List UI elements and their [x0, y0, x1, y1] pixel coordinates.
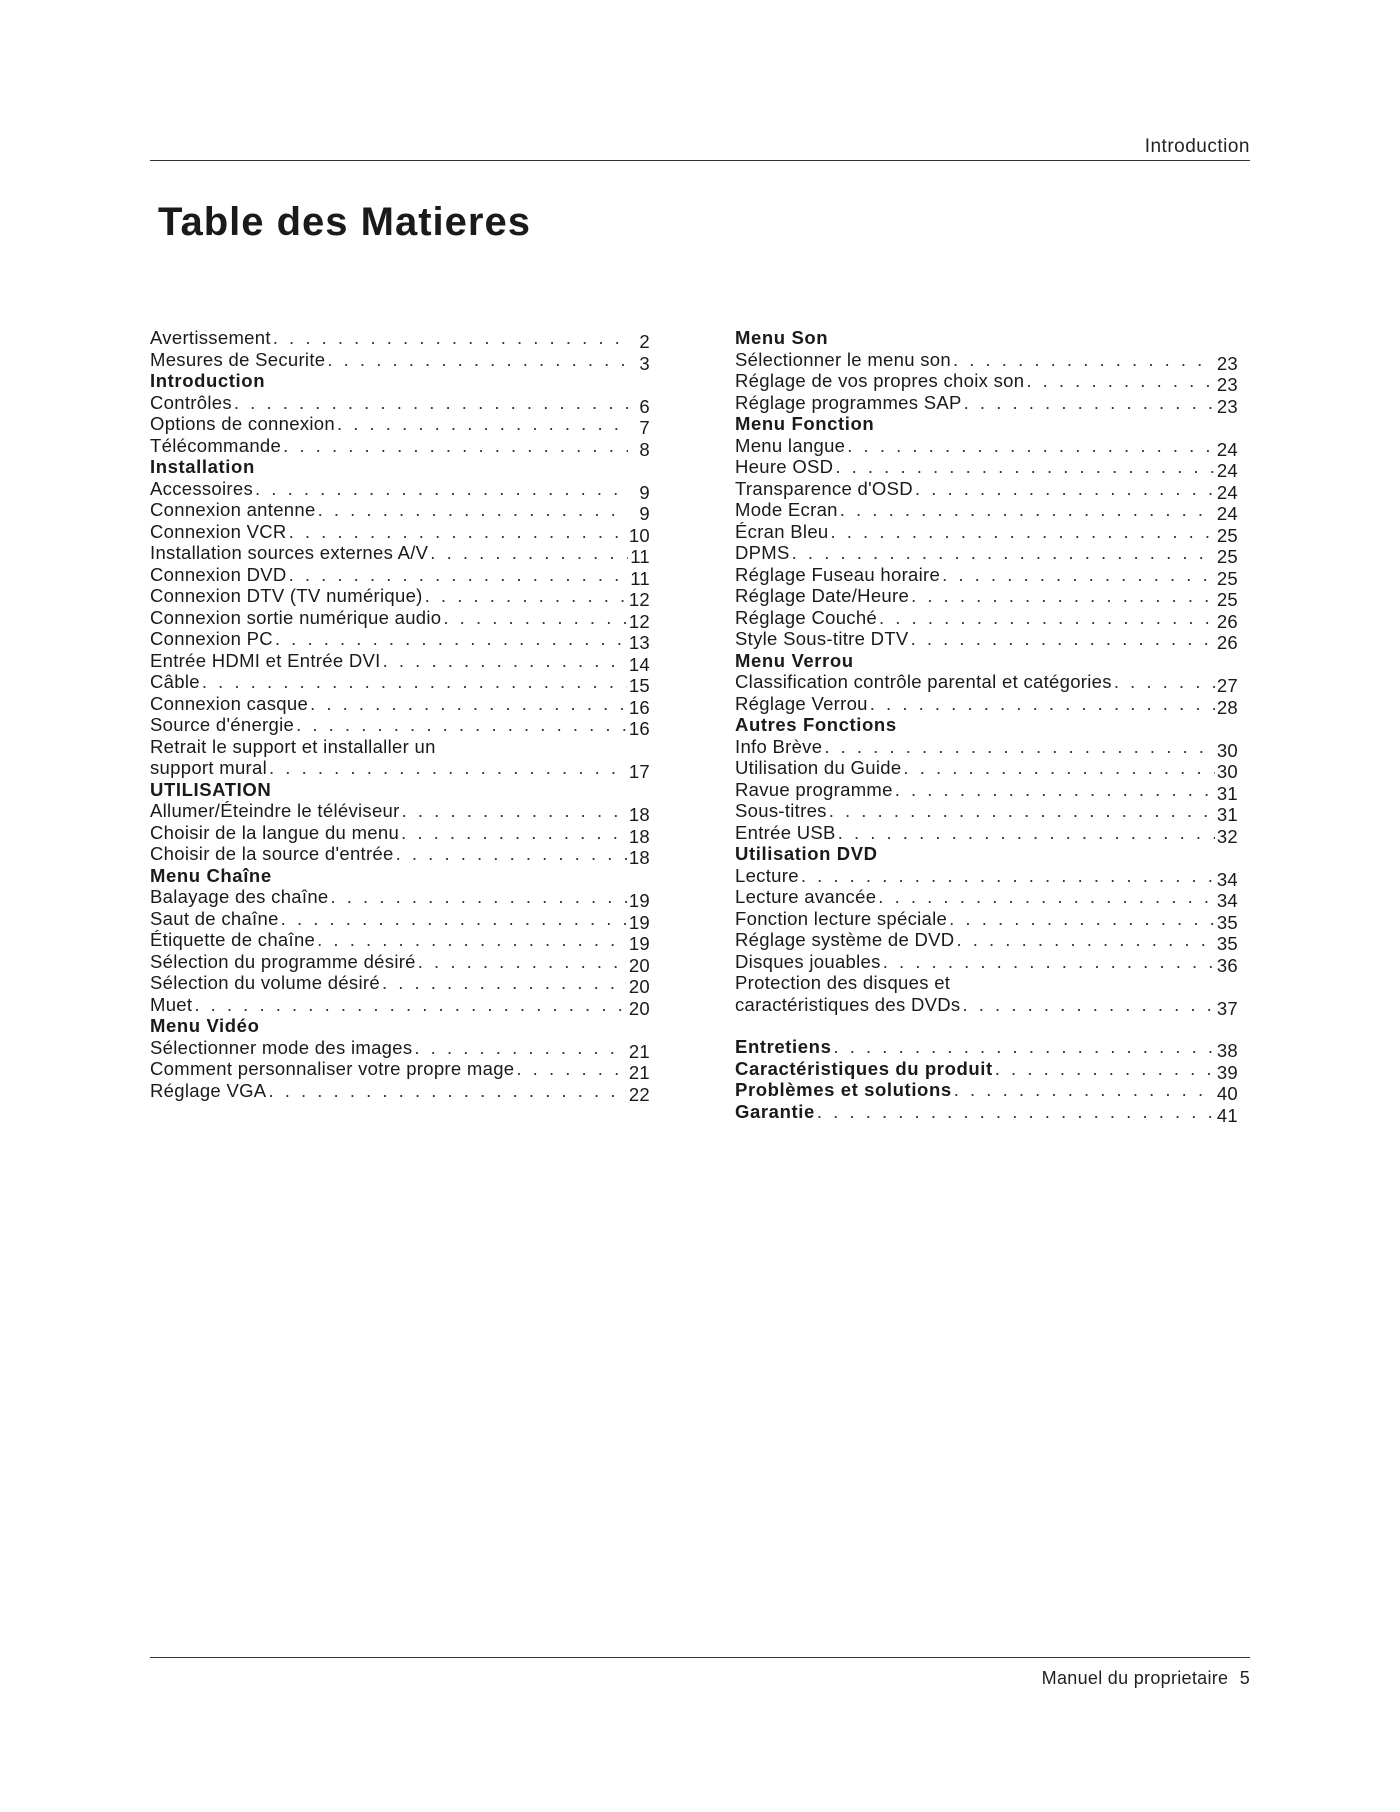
toc-entry-page: 25 — [1216, 567, 1238, 589]
toc-entry-title: Câble — [150, 671, 200, 692]
toc-section-heading: Menu Son — [735, 327, 829, 348]
toc-entry-title: Réglage Fuseau horaire — [735, 563, 941, 585]
toc-entry[interactable] — [150, 993, 650, 1019]
toc-entry-page: 24 — [1216, 503, 1238, 524]
dot-leader — [401, 822, 627, 844]
toc-entry[interactable] — [150, 757, 650, 782]
toc-entry[interactable] — [735, 520, 1238, 546]
dot-leader — [269, 757, 627, 779]
toc-entry[interactable] — [150, 606, 650, 632]
toc-entry[interactable] — [150, 477, 650, 503]
toc-entry-page: 9 — [639, 503, 650, 524]
toc-entry-page: 28 — [1216, 696, 1238, 718]
toc-entry[interactable] — [150, 692, 650, 718]
toc-entry[interactable] — [735, 542, 1238, 567]
toc-entry[interactable] — [735, 499, 1238, 524]
toc-entry[interactable] — [150, 929, 650, 954]
toc-entry-title: Menu langue — [735, 434, 846, 456]
toc-entry-page: 19 — [628, 911, 650, 933]
toc-section-heading: Autres Fonctions — [735, 714, 897, 735]
toc-entry-page: 25 — [1216, 589, 1238, 610]
toc-entry-title: Utilisation du Guide — [735, 757, 902, 778]
dot-leader — [835, 456, 1214, 478]
dot-leader — [443, 607, 626, 629]
dot-leader — [430, 542, 628, 564]
toc-entry-title: Connexion DVD — [150, 563, 287, 585]
toc-entry-title: Écran Bleu — [735, 520, 829, 542]
toc-entry-page: 35 — [1216, 911, 1238, 933]
toc-entry-title: Info Brève — [735, 735, 823, 757]
toc-entry[interactable] — [735, 735, 1238, 761]
toc-entry[interactable] — [150, 499, 650, 524]
dot-leader — [268, 1080, 626, 1102]
toc-entry[interactable] — [735, 434, 1238, 460]
toc-entry-title: Sélectionner mode des images — [150, 1036, 413, 1058]
dot-leader — [331, 886, 627, 908]
dot-leader — [275, 628, 627, 650]
toc-entry[interactable] — [150, 520, 650, 546]
toc-entry-title: Sélectionner le menu son — [735, 348, 951, 370]
toc-entry-page: 3 — [639, 352, 650, 374]
toc-entry-page: 38 — [1216, 1040, 1238, 1061]
toc-entry-page: 10 — [628, 524, 650, 546]
dot-leader — [317, 929, 627, 951]
dot-leader — [817, 1101, 1215, 1123]
toc-entry-title: Allumer/Éteindre le téléviseur — [150, 800, 400, 821]
toc-entry-title: Réglage système de DVD — [735, 929, 955, 950]
dot-leader — [953, 349, 1215, 371]
toc-entry-page: 14 — [628, 653, 650, 675]
toc-entry-page: 11 — [630, 567, 650, 589]
toc-entry[interactable] — [150, 1058, 650, 1083]
toc-entry[interactable] — [735, 585, 1238, 610]
toc-entry-page: 25 — [1216, 546, 1238, 567]
toc-entry-title: Mesures de Securite — [150, 348, 326, 370]
toc-entry[interactable] — [735, 864, 1238, 890]
toc-entry-title: Connexion PC — [150, 628, 273, 649]
toc-entry[interactable] — [150, 886, 650, 911]
toc-entry-page: 8 — [639, 438, 650, 460]
toc-entry-title: caractéristiques des DVDs — [735, 993, 961, 1015]
toc-entry[interactable] — [735, 606, 1238, 632]
toc-entry-page: 26 — [1216, 632, 1238, 653]
toc-entry-page: 39 — [1216, 1061, 1238, 1083]
toc-entry-page: 27 — [1216, 675, 1238, 696]
toc-entry-title: Transparence d'OSD — [735, 477, 913, 499]
toc-entry[interactable] — [150, 907, 650, 933]
dot-leader — [870, 693, 1215, 715]
dot-leader — [883, 951, 1215, 973]
toc-entry[interactable] — [735, 563, 1238, 589]
toc-entry[interactable] — [735, 1079, 1238, 1104]
toc-entry-page: 19 — [628, 890, 650, 911]
dot-leader — [516, 1058, 626, 1080]
toc-spacer — [735, 1015, 1238, 1036]
dot-leader — [878, 886, 1215, 908]
toc-entry-page: 18 — [628, 804, 650, 825]
toc-entry-title: Connexion casque — [150, 692, 309, 714]
dot-leader — [895, 779, 1215, 801]
dot-leader — [296, 714, 627, 736]
dot-leader — [194, 994, 626, 1016]
toc-entry-page: 31 — [1216, 782, 1238, 804]
footer-divider — [150, 1657, 1250, 1658]
dot-leader — [847, 435, 1215, 457]
toc-entry-title: Classification contrôle parental et catégories — [735, 671, 1112, 692]
toc-entry-page: 13 — [628, 632, 650, 653]
toc-entry-title: Disques jouables — [735, 950, 881, 972]
page-title: Table des Matieres — [158, 200, 531, 244]
toc-entry-page: 31 — [1216, 804, 1238, 825]
toc-entry[interactable] — [735, 370, 1238, 395]
toc-entry[interactable] — [150, 714, 650, 739]
toc-entry-title: Connexion VCR — [150, 520, 287, 542]
toc-entry-title: Contrôles — [150, 391, 232, 413]
toc-entry-title: Réglage de vos propres choix son — [735, 370, 1025, 391]
toc-entry-page: 9 — [639, 481, 650, 503]
dot-leader — [383, 650, 627, 672]
dot-leader — [915, 478, 1215, 500]
dot-leader — [949, 908, 1215, 930]
toc-entry-title: Problèmes et solutions — [735, 1079, 952, 1100]
toc-left-column — [150, 327, 650, 1105]
dot-leader — [995, 1058, 1215, 1080]
toc-entry-page: 18 — [628, 825, 650, 847]
toc-entry-page: 16 — [628, 718, 650, 739]
dot-leader — [318, 499, 628, 521]
footer-manual-label: Manuel du proprietaire — [1041, 1668, 1229, 1688]
dot-leader — [911, 628, 1215, 650]
toc-entry[interactable] — [735, 950, 1238, 976]
toc-entry[interactable] — [150, 843, 650, 868]
toc-entry[interactable] — [735, 692, 1238, 718]
toc-entry-page: 17 — [628, 761, 650, 782]
toc-section-heading: UTILISATION — [150, 778, 272, 800]
dot-leader — [829, 800, 1215, 822]
toc-entry-page: 25 — [1216, 524, 1238, 546]
toc-entry-page: 21 — [628, 1062, 650, 1083]
toc-entry[interactable] — [150, 628, 650, 653]
toc-entry-page: 20 — [628, 976, 650, 997]
toc-entry-title: Réglage Verrou — [735, 692, 868, 714]
toc-entry-title: Source d'énergie — [150, 714, 295, 735]
toc-entry-page: 18 — [628, 847, 650, 868]
dot-leader — [273, 327, 628, 349]
toc-entry-title: Connexion sortie numérique audio — [150, 606, 442, 628]
toc-entry-page: 34 — [1216, 868, 1238, 890]
toc-entry-title: Entrée USB — [735, 821, 836, 843]
toc-entry-title: Saut de chaîne — [150, 907, 279, 929]
dot-leader — [289, 521, 627, 543]
toc-entry-title: Garantie — [735, 1100, 815, 1122]
toc-entry[interactable] — [150, 1079, 650, 1105]
toc-entry-title: Connexion DTV (TV numérique) — [150, 585, 423, 606]
dot-leader — [942, 564, 1215, 586]
toc-section-heading: Introduction — [150, 370, 266, 391]
dot-leader — [1026, 370, 1214, 392]
dot-leader — [911, 585, 1215, 607]
toc-entry-page: 20 — [628, 997, 650, 1019]
toc-entry-title: Choisir de la source d'entrée — [150, 843, 394, 864]
toc-entry-title: Mode Ecran — [735, 499, 838, 520]
toc-entry-page: 35 — [1216, 933, 1238, 954]
dot-leader — [327, 349, 628, 371]
toc-entry[interactable] — [735, 1057, 1238, 1083]
toc-entry-title: Comment personnaliser votre propre mage — [150, 1058, 515, 1079]
dot-leader — [964, 392, 1215, 414]
dot-leader — [1114, 671, 1215, 693]
toc-entry[interactable] — [735, 348, 1238, 374]
dot-leader — [824, 736, 1214, 758]
toc-entry-title: Choisir de la langue du menu — [150, 821, 400, 843]
toc-entry[interactable] — [150, 391, 650, 417]
toc-entry[interactable] — [735, 929, 1238, 954]
dot-leader — [402, 800, 627, 822]
toc-entry-title: Style Sous-titre DTV — [735, 628, 909, 649]
toc-entry-page: 19 — [628, 933, 650, 954]
toc-entry-title: Lecture avancée — [735, 886, 877, 907]
toc-entry[interactable] — [150, 649, 650, 675]
toc-entry-title: Ravue programme — [735, 778, 893, 800]
toc-entry-page: 21 — [628, 1040, 650, 1062]
dot-leader — [337, 413, 628, 435]
toc-entry-page: 24 — [1216, 460, 1238, 481]
toc-entry-page: 34 — [1216, 890, 1238, 911]
toc-entry-title: Réglage VGA — [150, 1079, 267, 1101]
toc-entry-title: Entrée HDMI et Entrée DVI — [150, 649, 381, 671]
toc-entry-title: Caractéristiques du produit — [735, 1057, 993, 1079]
dot-leader — [838, 822, 1215, 844]
toc-entry[interactable] — [150, 671, 650, 696]
toc-section-heading: Installation — [150, 456, 255, 477]
toc-entry-title: Fonction lecture spéciale — [735, 907, 948, 929]
dot-leader — [879, 607, 1215, 629]
dot-leader — [202, 671, 627, 693]
dot-leader — [962, 994, 1214, 1016]
toc-entry-page: 22 — [628, 1083, 650, 1105]
toc-entry[interactable] — [150, 348, 650, 374]
toc-entry-title: Avertissement — [150, 327, 271, 348]
toc-entry-title: Options de connexion — [150, 413, 335, 434]
toc-entry-title: Lecture — [735, 864, 799, 886]
toc-entry[interactable] — [150, 542, 650, 567]
toc-entry-page: 11 — [630, 546, 650, 567]
toc-entry-page: 32 — [1216, 825, 1238, 847]
dot-leader — [792, 542, 1215, 564]
toc-right-column — [735, 327, 1238, 1126]
dot-leader — [954, 1079, 1215, 1101]
toc-entry[interactable] — [735, 456, 1238, 481]
toc-entry-page: 40 — [1216, 1083, 1238, 1104]
toc-entry-page: 24 — [1216, 481, 1238, 503]
toc-entry[interactable] — [150, 327, 650, 352]
toc-entry-page: 41 — [1216, 1104, 1238, 1126]
dot-leader — [414, 1037, 626, 1059]
dot-leader — [833, 1036, 1214, 1058]
toc-entry[interactable] — [150, 821, 650, 847]
toc-entry[interactable] — [150, 563, 650, 589]
dot-leader — [289, 564, 628, 586]
page-number: 5 — [1239, 1668, 1250, 1688]
toc-entry[interactable] — [735, 886, 1238, 911]
toc-entry[interactable] — [735, 778, 1238, 804]
toc-entry-title: Accessoires — [150, 477, 254, 499]
toc-entry-title: Télécommande — [150, 434, 282, 456]
toc-entry-page: 30 — [1216, 739, 1238, 761]
toc-entry-page: 23 — [1216, 374, 1238, 395]
toc-entry[interactable] — [150, 800, 650, 825]
footer — [1036, 1668, 1250, 1689]
toc-entry-page: 30 — [1216, 761, 1238, 782]
toc-entry[interactable] — [735, 1036, 1238, 1061]
toc-entry-page: 24 — [1216, 438, 1238, 460]
toc-section-heading: Menu Vidéo — [150, 1015, 260, 1036]
toc-entry-page: 37 — [1216, 997, 1238, 1019]
toc-entry[interactable] — [735, 800, 1238, 825]
toc-entry-title: Muet — [150, 993, 193, 1015]
toc-entry[interactable] — [150, 413, 650, 438]
dot-leader — [418, 951, 627, 973]
toc-entry[interactable] — [735, 993, 1238, 1019]
toc-section-heading: Menu Verrou — [735, 649, 854, 671]
toc-entry-title: Heure OSD — [735, 456, 834, 477]
toc-entry-page: 7 — [639, 417, 650, 438]
toc-entry[interactable] — [150, 972, 650, 997]
toc-entry-page: 12 — [628, 589, 650, 610]
toc-section-heading: Menu Fonction — [735, 413, 875, 434]
toc-entry-title: Connexion antenne — [150, 499, 316, 520]
toc-entry-line: Protection des disques et — [735, 972, 951, 993]
toc-entry[interactable] — [735, 907, 1238, 933]
toc-entry-title: Réglage Date/Heure — [735, 585, 910, 606]
toc-entry-title: Réglage Couché — [735, 606, 878, 628]
toc-entry-page: 20 — [628, 954, 650, 976]
toc-entry-page: 6 — [639, 395, 650, 417]
toc-entry[interactable] — [735, 477, 1238, 503]
toc-entry-title: support mural — [150, 757, 268, 778]
dot-leader — [840, 499, 1215, 521]
dot-leader — [801, 865, 1215, 887]
dot-leader — [281, 908, 627, 930]
dot-leader — [255, 478, 628, 500]
toc-section-heading: Menu Chaîne — [150, 864, 272, 886]
dot-leader — [283, 435, 628, 457]
toc-entry-title: Sélection du programme désiré — [150, 950, 416, 972]
header-divider — [150, 160, 1250, 161]
toc-entry[interactable] — [150, 1036, 650, 1062]
toc-section-heading: Utilisation DVD — [735, 843, 878, 864]
toc-entry-line: Retrait le support et installaller un — [150, 735, 436, 757]
toc-entry-page: 23 — [1216, 352, 1238, 374]
toc-entry-title: Installation sources externes A/V — [150, 542, 429, 563]
toc-entry[interactable] — [150, 950, 650, 976]
toc-entry-title: Entretiens — [735, 1036, 832, 1057]
dot-leader — [310, 693, 627, 715]
toc-entry-title: DPMS — [735, 542, 790, 563]
toc-entry-title: Réglage programmes SAP — [735, 391, 962, 413]
toc-entry[interactable] — [735, 628, 1238, 653]
toc-entry[interactable] — [735, 1100, 1238, 1126]
dot-leader — [234, 392, 628, 414]
dot-leader — [903, 757, 1214, 779]
dot-leader — [956, 929, 1214, 951]
toc-entry-title: Sélection du volume désiré — [150, 972, 380, 993]
toc-entry-page: 16 — [628, 696, 650, 718]
toc-entry-page: 23 — [1216, 395, 1238, 417]
toc-entry-title: Sous-titres — [735, 800, 827, 821]
toc-entry[interactable] — [735, 671, 1238, 696]
toc-entry-title: Étiquette de chaîne — [150, 929, 316, 950]
toc-entry[interactable] — [735, 391, 1238, 417]
toc-entry-page: 2 — [639, 331, 650, 352]
toc-entry[interactable] — [150, 585, 650, 610]
toc-entry[interactable] — [735, 757, 1238, 782]
toc-entry-page: 12 — [628, 610, 650, 632]
toc-entry-page: 36 — [1216, 954, 1238, 976]
toc-entry[interactable] — [735, 821, 1238, 847]
toc-entry-page: 15 — [628, 675, 650, 696]
section-label: Introduction — [1144, 136, 1250, 157]
dot-leader — [425, 585, 627, 607]
dot-leader — [396, 843, 627, 865]
toc-entry-page: 26 — [1216, 610, 1238, 632]
toc-entry-title: Balayage des chaîne — [150, 886, 329, 907]
toc-entry[interactable] — [150, 434, 650, 460]
dot-leader — [831, 521, 1215, 543]
dot-leader — [382, 972, 627, 994]
